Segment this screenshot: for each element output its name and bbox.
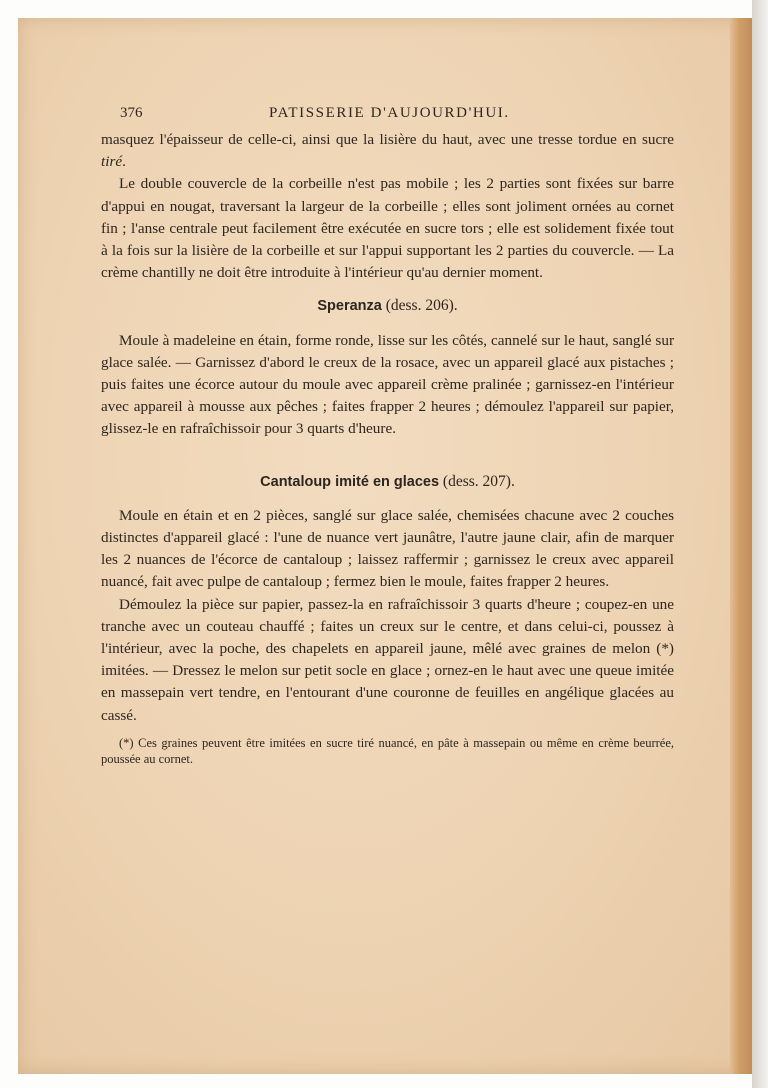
heading-cantaloup-ref: (dess. 207). [442,472,515,490]
paragraph-cantaloup-2: Démoulez la pièce sur papier, passez-la en rafraîchissoir 3 quarts d'heure ; coupez-en une tranche avec un couteau chauffé ; faites un creux sur le centre, et dans celui-ci, poussez à l'intérieur, avec la poche, des chapelets en appareil jaune, mêlé avec graines de melon (*) imitées. — Dressez le melon sur petit socle en glace ; ornez-en le haut avec une queue imitée en massepain vert tendre, en l'entourant d'une couronne de feuilles en angélique glacées au cassé. [101,595,674,724]
footnote: (*) Ces graines peuvent être imitées en sucre tiré nuancé, en pâte à massepain ou même en crème beurrée, poussée au cornet. [101,735,674,766]
continuation-end: . [122,153,126,171]
page-spine-edge [730,18,752,1074]
heading-speranza-title: Speranza [317,298,382,315]
paragraph-cover: Le double couvercle de la corbeille n'est pas mobile ; les 2 parties sont fixées sur barre d'appui en nougat, traversant la largeur de la corbeille ; elles sont joliment ornées au cornet fin ; l'anse centrale peut facilement être exécutée en sucre tors ; elle est solidement fixée tout à la fois sur la lisière de la corbeille et sur l'appui supportant les 2 parties du couvercle. — La crème chantilly ne doit être introduite à l'intérieur qu'au dernier moment. [101,175,674,282]
running-title: PATISSERIE D'AUJOURD'HUI. [269,105,510,121]
heading-speranza [101,295,674,317]
page-text [101,101,674,767]
heading-cantaloup [101,471,674,493]
page-number: 376 [120,105,143,121]
continuation-paragraph [101,129,674,173]
heading-speranza-ref: (dess. 206). [385,297,458,315]
paragraph-cantaloup-1: Moule en étain et en 2 pièces, sanglé sur glace salée, chemisées chacune avec 2 couches distinctes d'appareil glacé : l'une de nuance vert jaunâtre, l'autre jaune clair, afin de marquer les 2 nuances de l'écorce de cantaloup ; laissez raffermir ; garnissez le creux avec appareil nuancé, fait avec pulpe de cantaloup ; fermez bien le moule, faites frapper 2 heures. [101,506,674,591]
continuation-text: masquez l'épaisseur de celle-ci, ainsi que la lisière du haut, avec une tresse tordue en sucre [101,131,674,148]
italic-word: tiré [101,153,123,171]
heading-cantaloup-title: Cantaloup imité en glaces [260,473,440,490]
running-head [101,101,674,127]
paragraph-speranza: Moule à madeleine en étain, forme ronde, lisse sur les côtés, cannelé sur le haut, sanglé sur glace salée. — Garnissez d'abord le creux de la rosace, avec un appareil glacé aux pistaches ; puis faites une écorce autour du moule avec appareil crème pralinée ; garnissez-en l'intérieur avec appareil à mousse aux pêches ; faites frapper 2 heures ; démoulez l'appareil sur papier, glissez-le en rafraîchissoir pour 3 quarts d'heure. [101,331,674,438]
scan-edge-strip [752,0,768,1088]
